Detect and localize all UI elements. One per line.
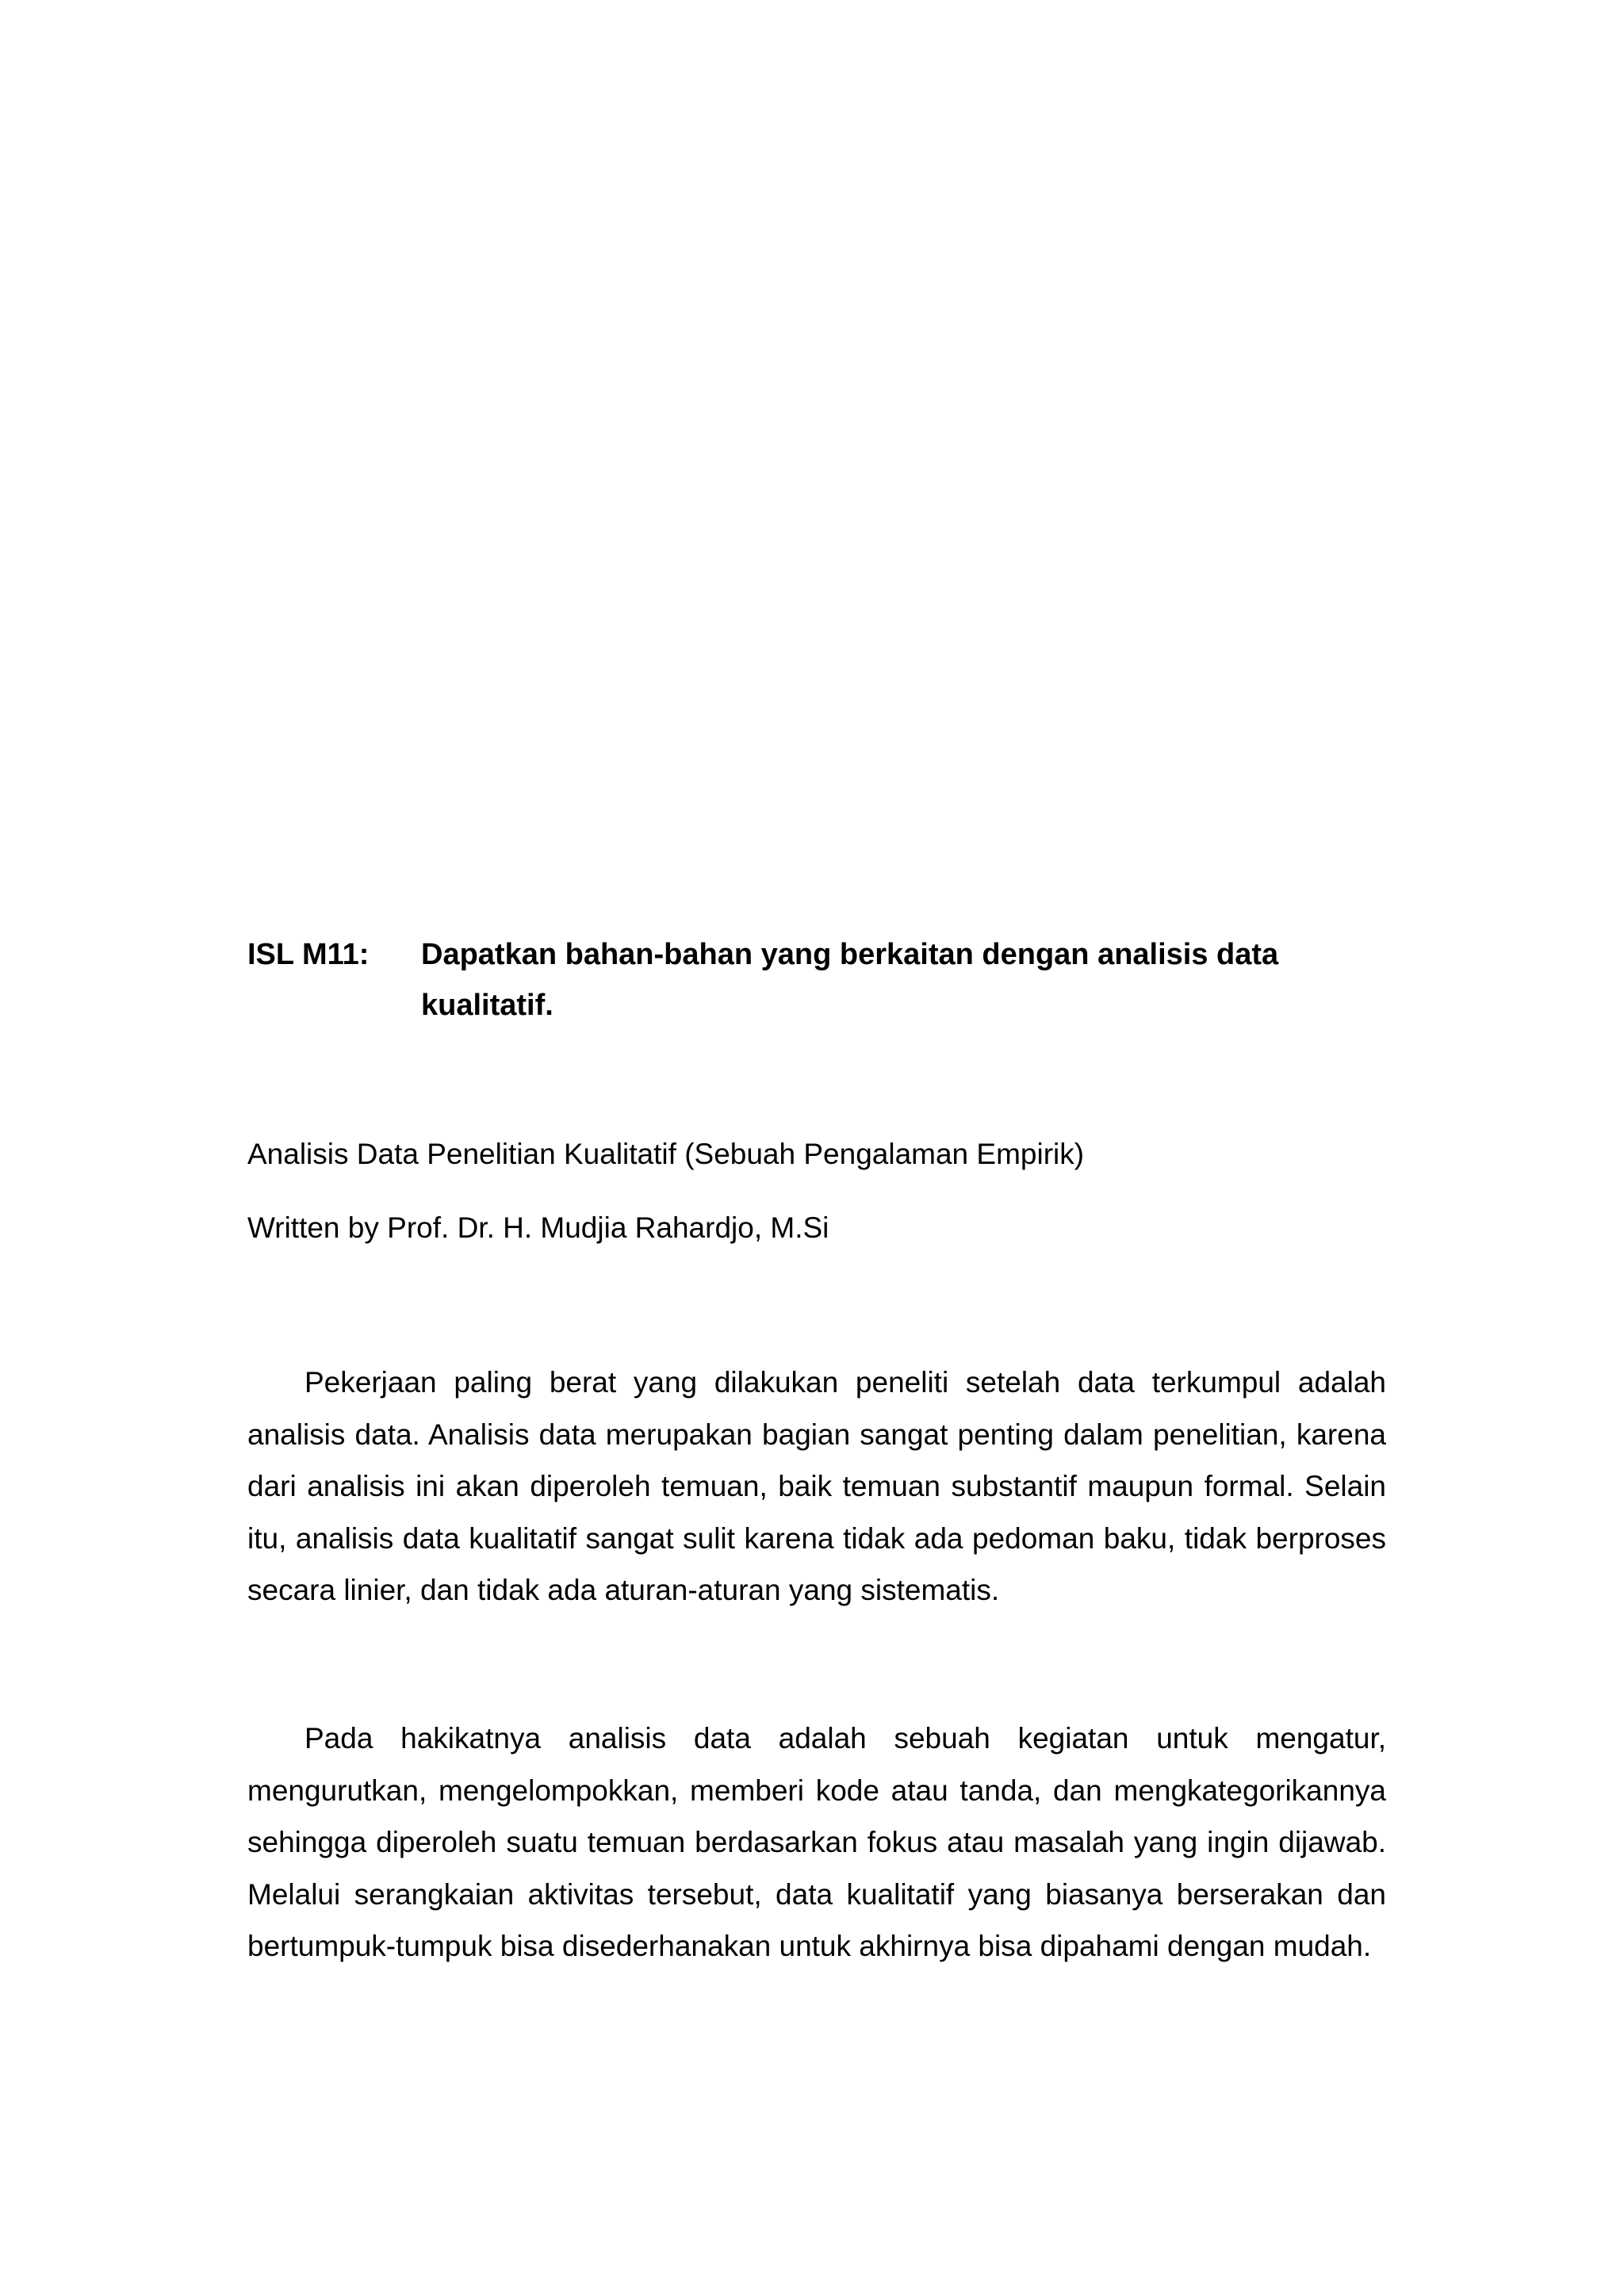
body-paragraph: Pada hakikatnya analisis data adalah sebuah kegiatan untuk mengatur, mengurutkan, mengelompokkan, memberi kode atau tanda, dan mengkategorikannya sehingga diperoleh suatu temuan berdasarkan fokus atau masalah yang ingin dijawab. Melalui serangkaian aktivitas tersebut, data kualitatif yang biasanya berserakan dan bertumpuk-tumpuk bisa disederhanakan untuk akhirnya bisa dipahami dengan mudah. — [247, 1722, 1386, 1962]
body-paragraph: Pekerjaan paling berat yang dilakukan peneliti setelah data terkumpul adalah analisis data. Analisis data merupakan bagian sangat penting dalam penelitian, karena dari analisis ini akan diperoleh temuan, baik temuan substantif maupun formal. Selain itu, analisis data kualitatif sangat sulit karena tidak ada pedoman baku, tidak berproses secara linier, dan tidak ada aturan-aturan yang sistematis. — [247, 1366, 1386, 1606]
assignment-code: ISL M11: — [247, 938, 370, 971]
assignment-title: Dapatkan bahan-bahan yang berkaitan dengan analisis data kualitatif. — [421, 938, 1279, 1022]
article-title: Analisis Data Penelitian Kualitatif (Sebuah Pengalaman Empirik) — [247, 1138, 1085, 1170]
article-author: Written by Prof. Dr. H. Mudjia Rahardjo, M.Si — [247, 1211, 829, 1244]
